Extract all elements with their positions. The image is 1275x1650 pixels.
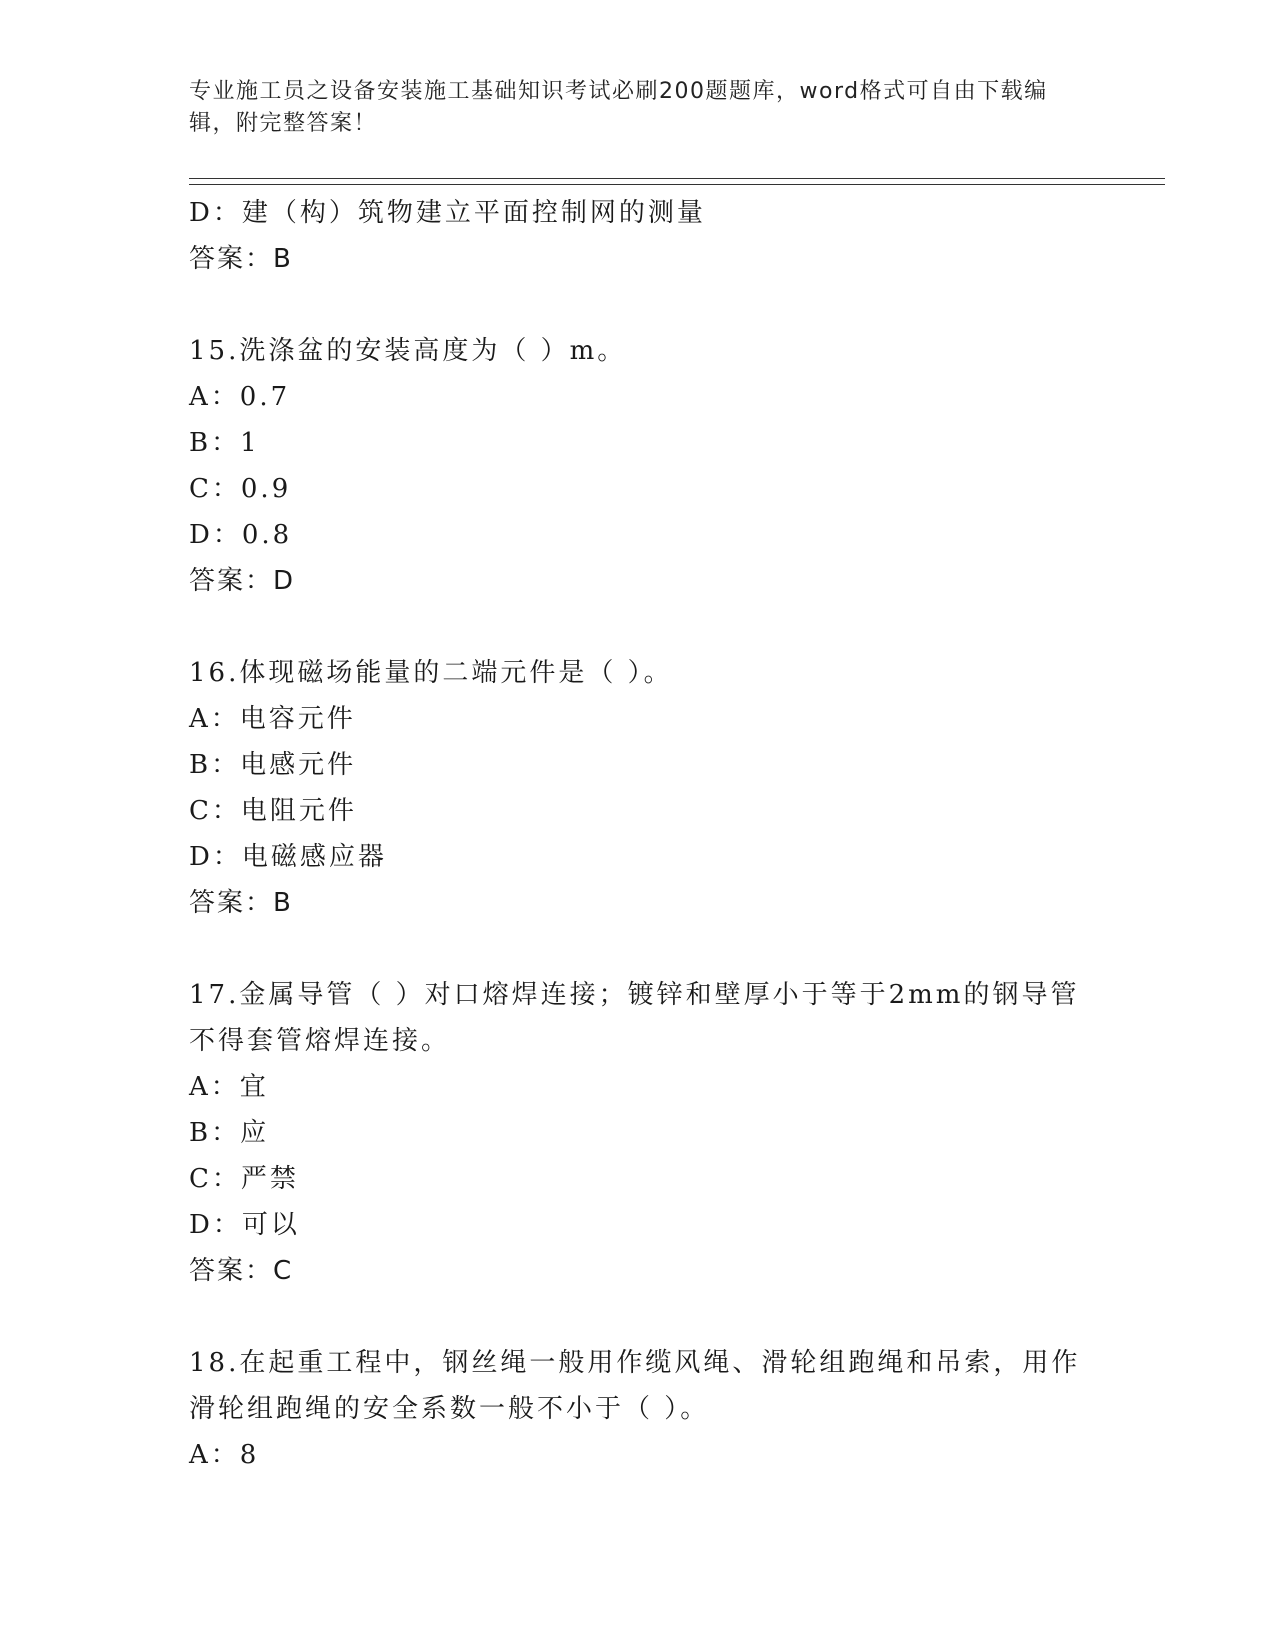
question-17 [189,972,1089,1294]
question-list [189,190,1089,1478]
answer: 答案：C [189,1256,294,1286]
option-c: C：电阻元件 [189,796,357,826]
option-b: B：应 [189,1118,270,1148]
header-divider-bottom [189,184,1165,185]
question-15 [189,328,1089,604]
option-d: D：可以 [189,1210,300,1240]
option-a: A：8 [189,1440,260,1470]
option-b: B：1 [189,428,260,458]
option-c: C：严禁 [189,1164,299,1194]
option-d: D：电磁感应器 [189,842,387,872]
header-divider-top [189,178,1165,179]
option-a: A：0.7 [189,382,291,412]
spacer [189,282,1089,328]
option-d: D：0.8 [189,520,293,550]
question-title: 15.洗涤盆的安装高度为（ ）m。 [189,336,627,366]
spacer [189,926,1089,972]
option-a: A：电容元件 [189,704,356,734]
prev-answer: 答案：B [189,244,293,274]
option-b: B：电感元件 [189,750,357,780]
option-a: A：宜 [189,1072,269,1102]
spacer [189,1294,1089,1340]
question-18 [189,1340,1089,1478]
document-header: 专业施工员之设备安装施工基础知识考试必刷200题题库，word格式可自由下载编辑，附完整答案！ [189,79,1048,136]
question-16 [189,650,1089,926]
question-title: 16.体现磁场能量的二端元件是（ ）。 [189,658,673,688]
question-title: 17.金属导管（ ）对口熔焊连接；镀锌和壁厚小于等于2mm的钢导管不得套管熔焊连接。 [189,980,1080,1056]
prev-option-d: D：建（构）筑物建立平面控制网的测量 [189,198,706,228]
answer: 答案：D [189,566,296,596]
option-c: C：0.9 [189,474,292,504]
answer: 答案：B [189,888,293,918]
spacer [189,604,1089,650]
question-title: 18.在起重工程中，钢丝绳一般用作缆风绳、滑轮组跑绳和吊索，用作滑轮组跑绳的安全系数一般不小于（ ）。 [189,1348,1081,1424]
